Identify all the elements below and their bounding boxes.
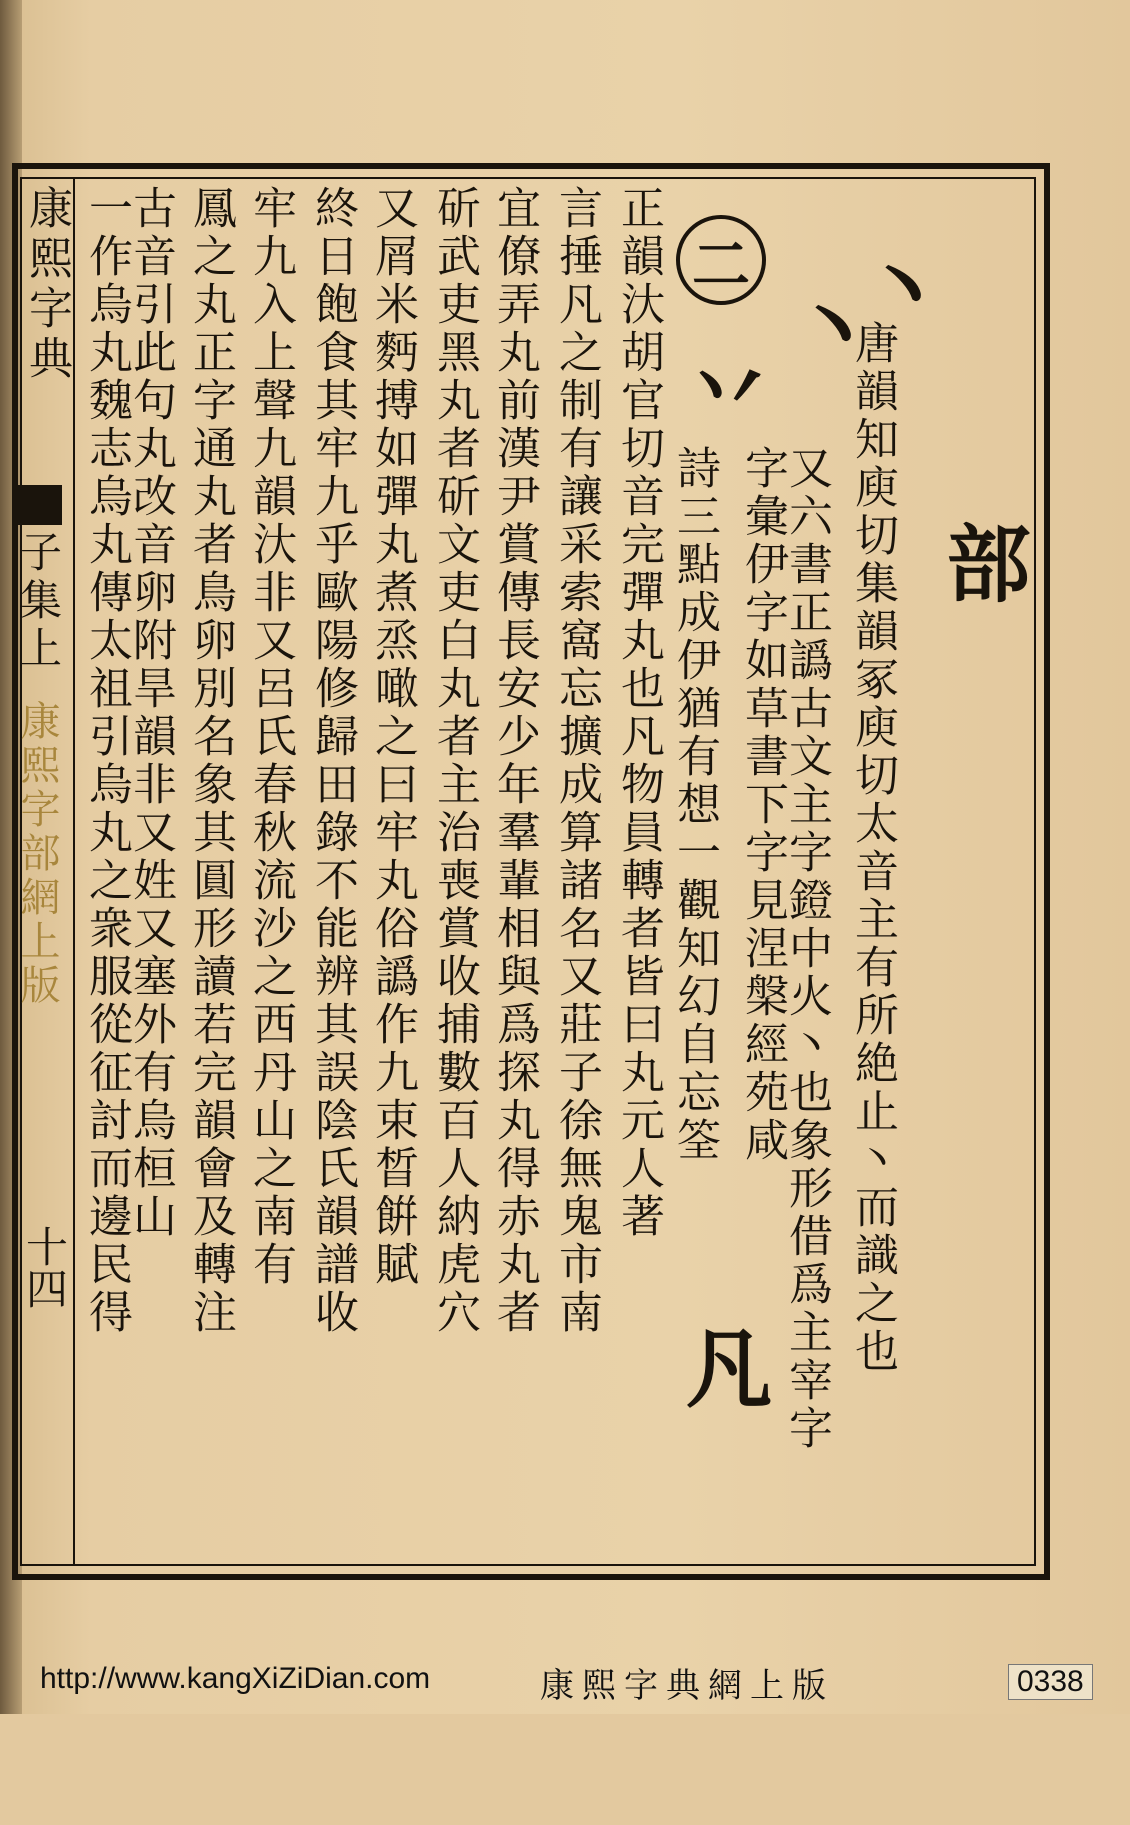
text-column-8: 斫武吏黑丸者斫文吏白丸者主治喪賞收捕數百人納虎穴 <box>429 185 480 1337</box>
stroke-count-badge: 二 <box>676 215 766 305</box>
radical-glyph: 丶 <box>860 239 946 340</box>
text-column-6: 言捶凡之制有讓采索窩忘擴成算諸名又莊子徐無鬼市南 <box>551 185 602 1337</box>
text-column-2: 又六書正譌古文主字鐙中火丶也象形借爲主宰字 <box>781 445 832 1453</box>
text-column-12: 鳳之丸正字通丸者鳥卵別名象其圓形讀若完韻會及轉注 <box>185 185 236 1337</box>
text-column-7: 宜僚弄丸前漢尹賞傳長安少年羣輩相與爲探丸得赤丸者 <box>489 185 540 1337</box>
radical-title: 部 <box>933 520 1032 614</box>
text-column-5: 正韻汏胡官切音完彈丸也凡物員轉者皆曰丸元人著 <box>613 185 664 1241</box>
collection-label: 子集上 <box>14 530 63 674</box>
site-title: 康熙字典網上版 <box>540 1666 834 1706</box>
text-column-13: 古音引此句丸改音卵附旱韻非又姓又塞外有烏桓山 <box>125 185 176 1241</box>
page-code: 0338 <box>1008 1664 1093 1700</box>
book-title: 康熙字典 <box>21 185 72 385</box>
text-column-11: 牢九入上聲九韻汏非又呂氏春秋流沙之西丹山之南有 <box>245 185 296 1289</box>
entry-glyph-wan: 凡 <box>686 1319 772 1420</box>
text-column-4: 詩三點成伊猶有想一觀知幻自忘筌 <box>669 445 720 1165</box>
entry-glyph-pair: 丷 <box>686 339 772 440</box>
text-column-3: 字彙伊字如草書下字見涅槃經苑咸 <box>737 445 788 1165</box>
side-band <box>14 485 62 525</box>
site-url[interactable]: http://www.kangXiZiDian.com <box>40 1662 431 1695</box>
text-column-14: 一作烏丸魏志烏丸傳太祖引烏丸之衆服從征討而邊民得 <box>81 185 132 1337</box>
text-column-1: 唐韻知庾切集韻冢庾切太音主有所絶止丶而識之也 <box>847 320 898 1376</box>
page-number: 十四 <box>20 1225 69 1309</box>
watermark-stamp: 康熙字部網上版 <box>14 700 60 1008</box>
text-column-10: 終日飽食其牢九乎歐陽修歸田錄不能辨其誤陰氏韻譜收 <box>307 185 358 1337</box>
column-divider <box>73 177 75 1566</box>
text-column-9: 又屑米麪搏如彈丸煮烝噉之曰牢丸俗譌作九束晳餠賦 <box>367 185 418 1289</box>
entry-glyph-dot: 丶 <box>790 279 876 380</box>
